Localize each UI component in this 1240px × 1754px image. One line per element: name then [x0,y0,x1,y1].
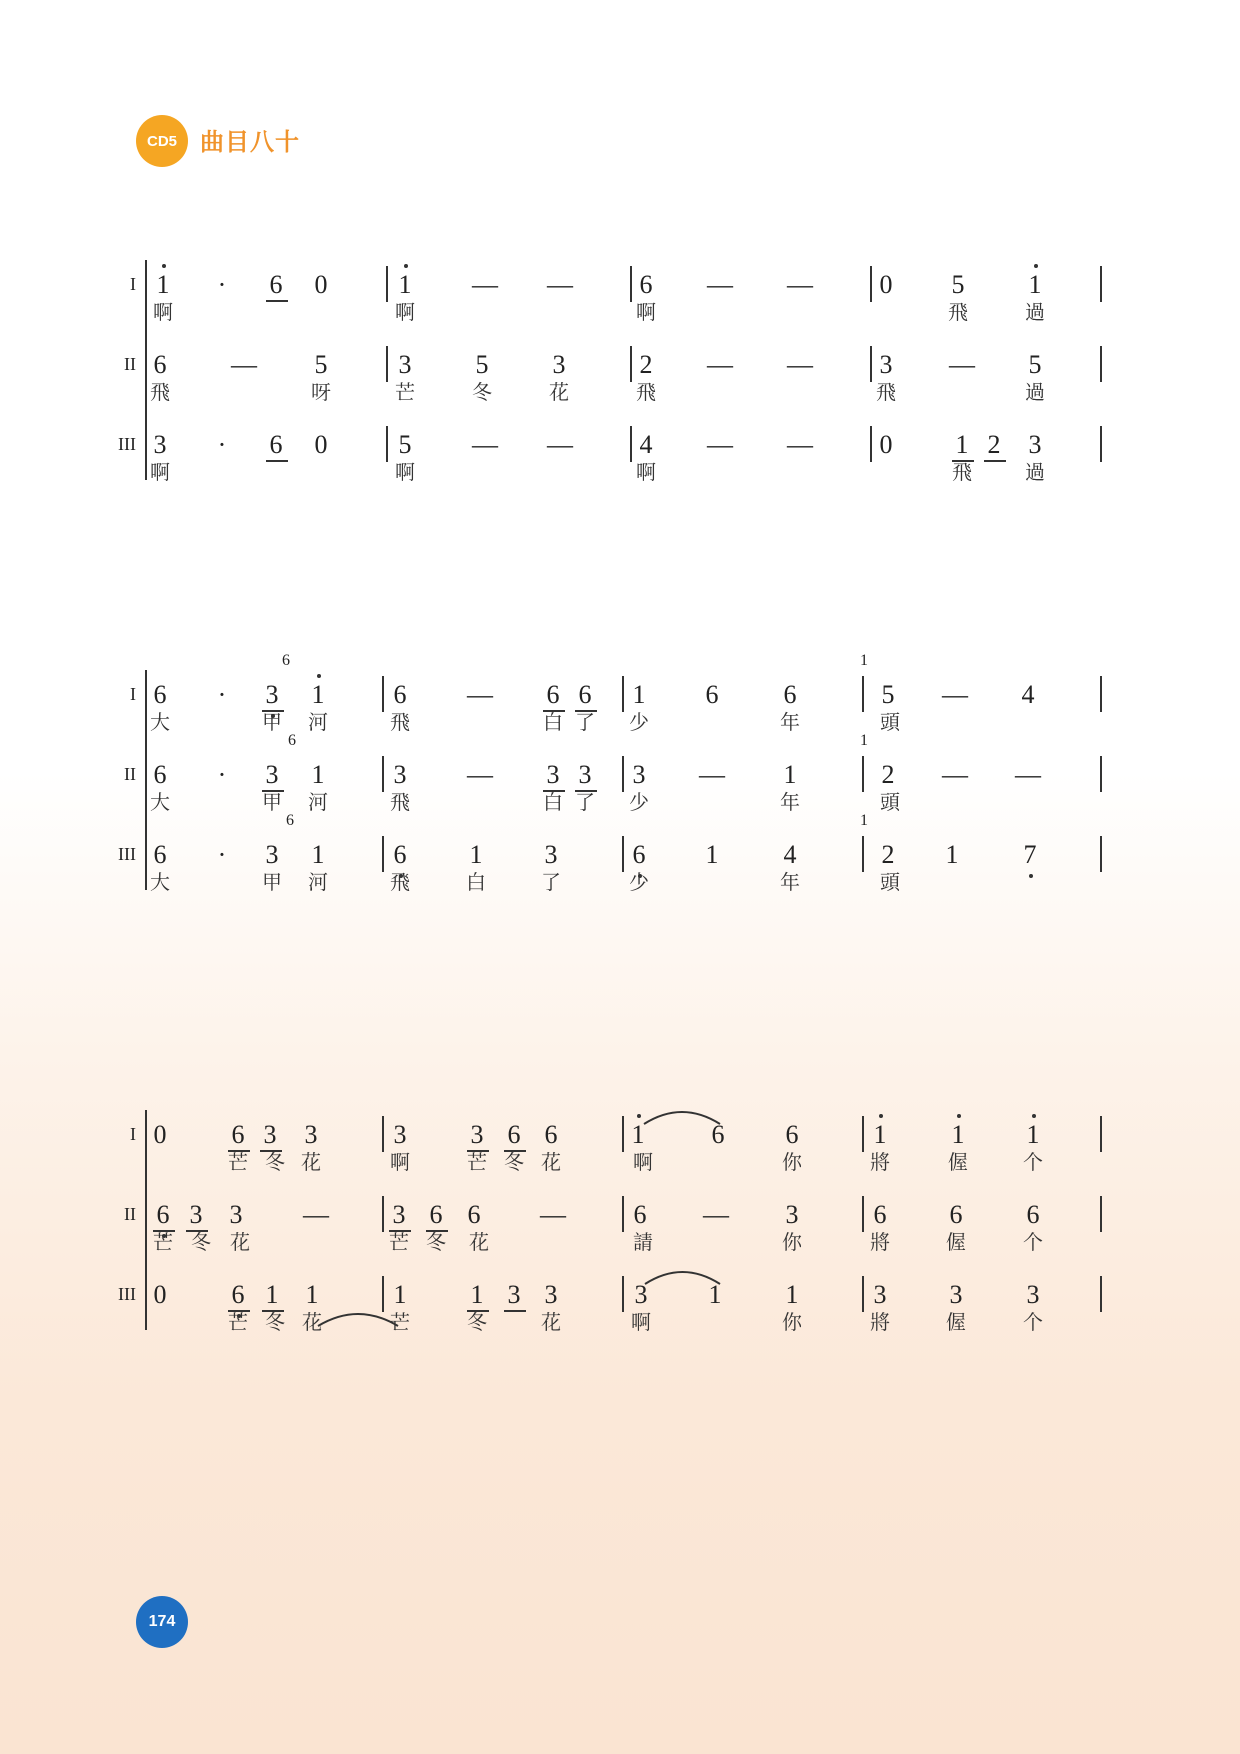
note: 3 [263,1120,277,1149]
octave-dot-high [404,264,408,268]
note: 6 [393,840,407,869]
barline [1100,676,1102,712]
lyric: 花 [302,1310,322,1334]
note: 2 [881,760,895,789]
lyric: 甲 [262,790,282,814]
voice-label: II [124,1204,136,1224]
lyric: 冬 [426,1230,446,1254]
note: — [231,350,257,379]
barline [862,1196,864,1232]
note: 6 [711,1120,725,1149]
note: 6 [949,1200,963,1229]
note: · [217,430,227,459]
lyric: 啊 [636,300,656,324]
lyric: 頭 [880,710,900,734]
barline [630,426,632,462]
barline [1100,756,1102,792]
track-title: 曲目八十 [200,128,300,156]
lyric: 个 [1023,1150,1043,1174]
lyric: 白 [466,870,486,894]
note: 3 [552,350,566,379]
note: 6 [1026,1200,1040,1229]
note: 0 [314,430,328,459]
note: 6 [269,430,283,459]
lyric: 冬 [472,380,492,404]
note: 3 [398,350,412,379]
barline [622,1196,624,1232]
note: 3 [785,1200,799,1229]
note: · [217,680,227,709]
lyric: 芒 [153,1230,173,1254]
note: 1 [311,680,325,709]
note: 3 [470,1120,484,1149]
note: 1 [708,1280,722,1309]
note: — [1015,760,1041,789]
barline [1100,1196,1102,1232]
note: 3 [153,430,167,459]
note: 0 [153,1280,167,1309]
note: · [217,760,227,789]
octave-dot-high [1032,1114,1036,1118]
note: 3 [1028,430,1042,459]
note: — [547,270,573,299]
system-brace [145,670,147,890]
note: 1 [955,430,969,459]
note: — [707,350,733,379]
note: 1 [265,1280,279,1309]
note: 6 [785,1120,799,1149]
note: 5 [1028,350,1042,379]
barline [1100,1276,1102,1312]
beam-underline [266,460,288,462]
barline [862,756,864,792]
lyric: 冬 [467,1310,487,1334]
note: 1 [785,1280,799,1309]
note: — [707,430,733,459]
lyric: 甲 [262,710,282,734]
note: 6 [632,840,646,869]
grace-note: 1 [860,812,868,829]
note: 6 [156,1200,170,1229]
lyric: 偓 [948,1150,968,1174]
note: 2 [639,350,653,379]
lyric: 飛 [390,790,410,814]
barline [1100,1116,1102,1152]
note: 1 [311,840,325,869]
lyric: 甲 [262,870,282,894]
beam-underline [984,460,1006,462]
lyric: 芒 [389,1230,409,1254]
lyric: 將 [870,1230,890,1254]
note: 1 [469,840,483,869]
note: 4 [783,840,797,869]
lyric: 花 [469,1230,489,1254]
note: — [540,1200,566,1229]
lyric: 花 [301,1150,321,1174]
note: 4 [639,430,653,459]
note: 5 [951,270,965,299]
note: 3 [949,1280,963,1309]
note: 2 [881,840,895,869]
note: 3 [392,1200,406,1229]
lyric: 偓 [946,1230,966,1254]
lyric: 過 [1025,380,1045,404]
lyric: 冬 [504,1150,524,1174]
lyric: 將 [870,1150,890,1174]
note: 0 [879,270,893,299]
lyric: 河 [308,870,328,894]
note: 6 [705,680,719,709]
lyric: 芒 [467,1150,487,1174]
note: 6 [633,1200,647,1229]
lyric: 啊 [636,460,656,484]
note: 3 [544,1280,558,1309]
lyric: 啊 [150,460,170,484]
barline [622,676,624,712]
lyric: 大 [150,790,170,814]
note: — [472,430,498,459]
octave-dot-high [637,1114,641,1118]
note: 3 [393,760,407,789]
barline [1100,266,1102,302]
lyric: 少 [629,710,649,734]
note: — [303,1200,329,1229]
note: 1 [1028,270,1042,299]
lyric: 花 [541,1150,561,1174]
note: — [787,430,813,459]
lyric: 个 [1023,1310,1043,1334]
note: 6 [639,270,653,299]
barline [630,266,632,302]
note: 0 [879,430,893,459]
barline [622,836,624,872]
note: 3 [879,350,893,379]
note: 1 [945,840,959,869]
lyric: 啊 [153,300,173,324]
voice-label: III [118,434,136,454]
note: — [472,270,498,299]
note: 6 [546,680,560,709]
lyric: 請 [633,1230,653,1254]
note: 1 [398,270,412,299]
lyric: 大 [150,710,170,734]
barline [622,756,624,792]
lyric: 冬 [265,1150,285,1174]
note: 3 [546,760,560,789]
cd-badge [136,115,188,167]
voice-label: I [130,274,136,294]
octave-dot-high [162,264,166,268]
lyric: 冬 [191,1230,211,1254]
note: 1 [393,1280,407,1309]
note: 6 [153,350,167,379]
lyric: 啊 [395,460,415,484]
note: 6 [153,840,167,869]
lyric: 河 [308,790,328,814]
barline [622,1116,624,1152]
note: · [217,840,227,869]
note: 0 [314,270,328,299]
barline [382,1276,384,1312]
voice-label: II [124,354,136,374]
lyric: 飛 [390,710,410,734]
lyric: 少 [629,790,649,814]
cd-label: CD5 [146,132,177,150]
lyric: 白 [543,710,563,734]
lyric: 大 [150,870,170,894]
lyric: 你 [782,1230,802,1254]
note: — [942,760,968,789]
note: 7 [1023,840,1037,869]
voice-label: I [130,684,136,704]
note: — [703,1200,729,1229]
note: 1 [631,1120,645,1149]
lyric: 頭 [880,870,900,894]
note: 4 [1021,680,1035,709]
note: 6 [429,1200,443,1229]
lyric: 了 [541,870,561,894]
lyric: 年 [780,870,800,894]
note: 3 [265,760,279,789]
barline [862,1276,864,1312]
grace-note: 1 [860,652,868,669]
lyric: 芒 [390,1310,410,1334]
grace-note: 6 [282,652,290,669]
lyric: 偓 [946,1310,966,1334]
note: 5 [475,350,489,379]
note: 5 [314,350,328,379]
barline [386,346,388,382]
lyric: 呀 [311,380,331,404]
barline [386,266,388,302]
lyric: 芒 [228,1310,248,1334]
note: 6 [783,680,797,709]
slur [643,1266,722,1286]
grace-note: 6 [286,812,294,829]
lyric: 啊 [633,1150,653,1174]
note: 3 [229,1200,243,1229]
barline [1100,426,1102,462]
note: 1 [311,760,325,789]
note: 3 [189,1200,203,1229]
note: 3 [265,680,279,709]
barline [622,1276,624,1312]
lyric: 了 [575,710,595,734]
lyric: 飛 [636,380,656,404]
lyric: 花 [230,1230,250,1254]
barline [1100,836,1102,872]
note: 3 [873,1280,887,1309]
lyric: 个 [1023,1230,1043,1254]
note: 2 [987,430,1001,459]
lyric: 過 [1025,300,1045,324]
barline [386,426,388,462]
note: 1 [305,1280,319,1309]
lyric: 冬 [265,1310,285,1334]
note: 6 [467,1200,481,1229]
lyric: 少 [629,870,649,894]
note: — [707,270,733,299]
octave-dot-high [317,674,321,678]
lyric: 啊 [631,1310,651,1334]
note: 6 [153,760,167,789]
note: 3 [578,760,592,789]
note: 6 [153,680,167,709]
note: 3 [393,1120,407,1149]
note: 6 [578,680,592,709]
octave-dot-high [879,1114,883,1118]
note: 3 [304,1120,318,1149]
note: 6 [231,1280,245,1309]
note: 6 [231,1120,245,1149]
note: 1 [470,1280,484,1309]
note: 5 [398,430,412,459]
note: 3 [507,1280,521,1309]
lyric: 飛 [952,460,972,484]
note: 6 [393,680,407,709]
grace-note: 1 [860,732,868,749]
lyric: 白 [543,790,563,814]
octave-dot-high [957,1114,961,1118]
lyric: 飛 [948,300,968,324]
note: — [787,350,813,379]
note: — [942,680,968,709]
note: 0 [153,1120,167,1149]
voice-label: I [130,1124,136,1144]
note: 1 [632,680,646,709]
lyric: 年 [780,790,800,814]
barline [862,676,864,712]
lyric: 飛 [876,380,896,404]
note: — [467,760,493,789]
note: 1 [156,270,170,299]
note: 5 [881,680,895,709]
grace-note: 6 [288,732,296,749]
barline [870,346,872,382]
barline [630,346,632,382]
barline [870,266,872,302]
lyric: 河 [308,710,328,734]
lyric: 你 [782,1310,802,1334]
barline [382,676,384,712]
lyric: 了 [575,790,595,814]
note: · [217,270,227,299]
voice-label: III [118,1284,136,1304]
beam-underline [504,1310,526,1312]
barline [870,426,872,462]
octave-dot-low [1029,874,1033,878]
barline [382,1196,384,1232]
barline [382,1116,384,1152]
lyric: 年 [780,710,800,734]
lyric: 飛 [150,380,170,404]
octave-dot-high [1034,264,1038,268]
note: 3 [634,1280,648,1309]
barline [1100,346,1102,382]
note: 6 [873,1200,887,1229]
note: — [467,680,493,709]
note: 3 [1026,1280,1040,1309]
barline [382,836,384,872]
note: 6 [507,1120,521,1149]
barline [862,836,864,872]
slur [316,1308,400,1328]
barline [862,1116,864,1152]
note: 1 [1026,1120,1040,1149]
lyric: 花 [541,1310,561,1334]
note: 6 [544,1120,558,1149]
note: — [787,270,813,299]
lyric: 啊 [395,300,415,324]
voice-label: II [124,764,136,784]
lyric: 芒 [395,380,415,404]
system-brace [145,260,147,480]
lyric: 頭 [880,790,900,814]
lyric: 啊 [390,1150,410,1174]
lyric: 花 [549,380,569,404]
lyric: 將 [870,1310,890,1334]
page-number-badge [136,1596,188,1648]
lyric: 芒 [228,1150,248,1174]
beam-underline [266,300,288,302]
lyric: 飛 [390,870,410,894]
page-number: 174 [148,1613,176,1630]
note: — [699,760,725,789]
note: — [547,430,573,459]
lyric: 你 [782,1150,802,1174]
note: 1 [873,1120,887,1149]
note: 3 [632,760,646,789]
note: 3 [265,840,279,869]
note: 1 [705,840,719,869]
note: 6 [269,270,283,299]
system-brace [145,1110,147,1330]
voice-label: III [118,844,136,864]
note: 1 [951,1120,965,1149]
barline [382,756,384,792]
note: 3 [544,840,558,869]
lyric: 過 [1025,460,1045,484]
slur [642,1106,722,1126]
note: — [949,350,975,379]
note: 1 [783,760,797,789]
